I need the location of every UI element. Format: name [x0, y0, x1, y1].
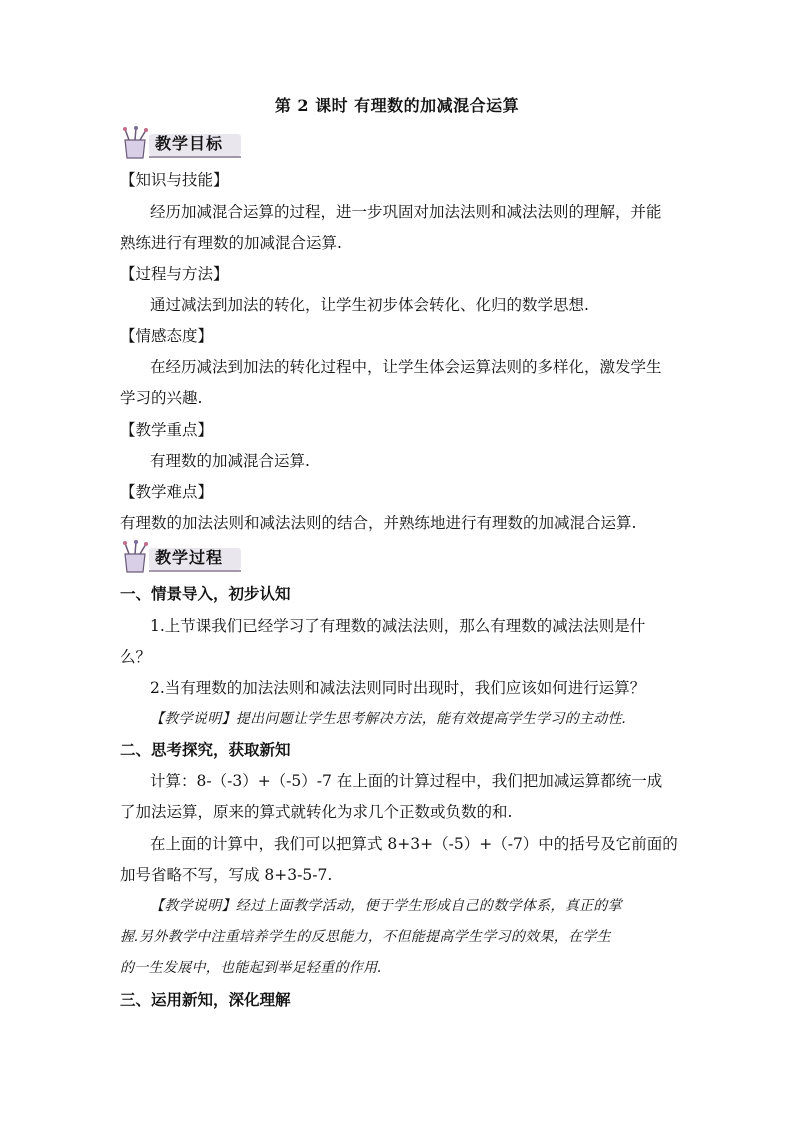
section-2-para-2-line-2: 加号省略不写，写成 8+3-5-7.: [120, 866, 333, 884]
section-3-heading: 三、运用新知，深化理解: [120, 990, 291, 1009]
knowledge-text-line-1: 经历加减混合运算的过程，进一步巩固对加法法则和减法法则的理解，并能: [150, 203, 662, 221]
question-2: 2.当有理数的加法法则和减法法则同时出现时，我们应该如何进行运算？: [150, 679, 646, 697]
method-label: 【过程与方法】: [120, 265, 229, 283]
badge-label: 教学目标: [155, 134, 224, 153]
teaching-note-2-line-2: 握.另外教学中注重培养学生的反思能力，不但能提高学生学习的效果，在学生: [120, 929, 611, 945]
question-1-line-2: 么？: [120, 648, 152, 666]
teaching-note-2-line-3: 的一生发展中，也能起到举足轻重的作用.: [120, 960, 383, 976]
key-point-text: 有理数的加减混合运算.: [150, 452, 310, 470]
page-title: 第 2 课时 有理数的加减混合运算: [274, 96, 520, 115]
section-2-para-1-line-2: 了加法运算，原来的算式就转化为求几个正数或负数的和.: [120, 803, 513, 821]
knowledge-text-line-2: 熟练进行有理数的加减混合运算.: [120, 234, 342, 252]
question-1-line-1: 1.上节课我们已经学习了有理数的减法法则，那么有理数的减法法则是什: [150, 617, 646, 635]
section-2-para-1-line-1: 计算：8-（-3）+（-5）-7 在上面的计算过程中，我们把加减运算都统一成: [150, 772, 663, 790]
attitude-text-line-2: 学习的兴趣.: [120, 389, 203, 407]
section-badge-process: [119, 540, 244, 576]
attitude-label: 【情感态度】: [120, 327, 214, 345]
teaching-note-1: 【教学说明】提出问题让学生思考解决方法，能有效提高学生学习的主动性.: [150, 711, 627, 727]
method-text: 通过减法到加法的转化，让学生初步体会转化、化归的数学思想.: [150, 296, 589, 314]
teaching-note-2-line-1: 【教学说明】经过上面教学活动，便于学生形成自己的数学体系，真正的掌: [150, 898, 622, 914]
attitude-text-line-1: 在经历减法到加法的转化过程中，让学生体会运算法则的多样化，激发学生: [150, 358, 662, 376]
section-2-para-2-line-1: 在上面的计算中，我们可以把算式 8+3+（-5）+（-7）中的括号及它前面的: [150, 835, 678, 853]
difficulty-label: 【教学难点】: [120, 483, 214, 501]
section-1-heading: 一、情景导入，初步认知: [120, 584, 291, 603]
section-badge-objectives: [119, 126, 244, 162]
section-2-heading: 二、思考探究，获取新知: [120, 740, 291, 759]
knowledge-label: 【知识与技能】: [120, 171, 229, 189]
difficulty-text: 有理数的加法法则和减法法则的结合，并熟练地进行有理数的加减混合运算.: [120, 514, 637, 532]
key-point-label: 【教学重点】: [120, 421, 214, 439]
badge-label: 教学过程: [155, 548, 224, 567]
